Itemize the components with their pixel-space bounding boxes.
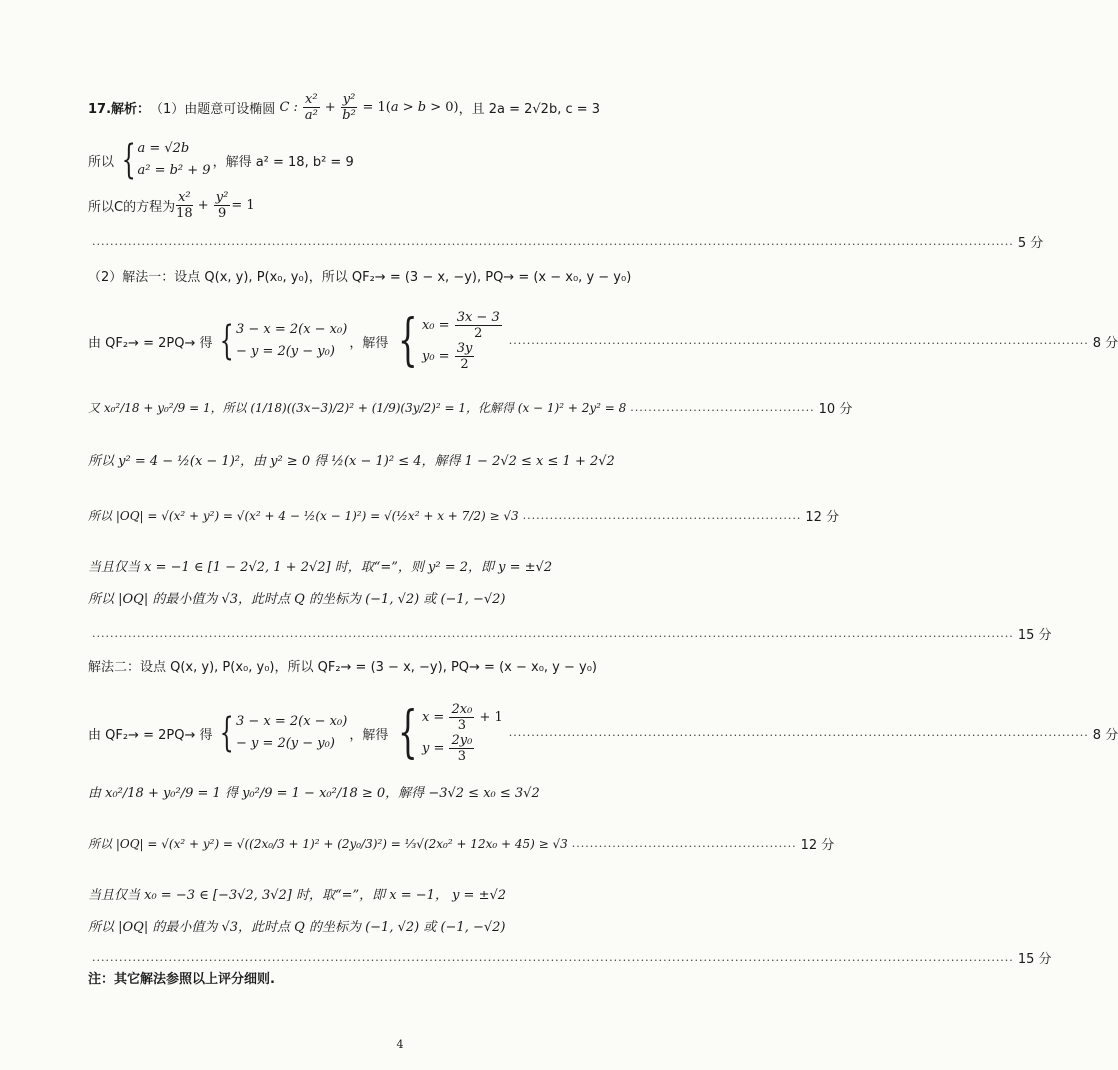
m1-score-12: 12 分	[805, 510, 840, 525]
part1-system-line	[88, 138, 710, 182]
q17-label: 17.解析：	[88, 102, 151, 117]
m2-solution: { x = $\frac{\text{2x₀}}{3}$ + 1 y = $\frac{\text{2y₀}}{3}$	[398, 700, 503, 765]
m1-by-label: 由 QF₂→ = 2PQ→ 得	[88, 335, 213, 351]
m2-intro-text: 解法二：设点 Q(x, y), P(x₀, y₀)，所以 QF₂→ = (3 − x, −y), PQ→ = (x − x₀, y − y₀)	[88, 660, 598, 675]
score-row-5: ............................................................................................................................................................................................................. 5 分	[88, 232, 710, 251]
q17-header: 17.解析： （1）由题意可设椭圆 C : $\frac{\text{x²}}{\text{a²}}$ + $\frac{\text{y²}}{\text{b²}}$ = 1(a > b > 0) ，且 2a = 2√2b, c = 3	[88, 92, 601, 123]
m2-sol-row1: x = $\frac{\text{2x₀}}{3}$ + 1	[421, 702, 503, 733]
m1-sys-row1: 3 − x = 2(x − x₀)	[235, 322, 348, 337]
so-label: 所以	[88, 154, 115, 170]
m1-line5-text: 所以 |OQ| = √(x² + y²) = √(x² + 4 − ½(x − 1)²) = √(½x² + x + 7/2) ≥ √3	[88, 509, 519, 523]
part1-sys-row2: a² = b² + 9	[137, 163, 211, 178]
m2-solve-label: ，解得	[349, 727, 389, 743]
m2-line4-text: 所以 |OQ| = √(x² + y²) = √((2x₀/3 + 1)² + (2y₀/3)²) = ⅓√(2x₀² + 12x₀ + 45) ≥ √3	[88, 837, 568, 851]
m1-solve-label: ，解得	[349, 335, 389, 351]
m1-line4	[88, 450, 710, 469]
m2-line4: 所以 |OQ| = √(x² + y²) = √((2x₀/3 + 1)² + (2y₀/3)²) = ⅓√(2x₀² + 12x₀ + 45) ≥ √3 .................................................. 12 分	[88, 834, 710, 853]
m1-score-8: 8 分	[1092, 335, 1118, 351]
m1-sol-row1: x₀ = $\frac{3x - 3}{2}$	[421, 310, 500, 341]
m1-system: { 3 − x = 2(x − x₀) − y = 2(y − y₀)	[220, 318, 348, 364]
score-row-15b: ............................................................................................................................................................................................................. 15 分	[88, 948, 710, 967]
part1-eq-label: 所以C的方程为	[88, 200, 176, 215]
m1-score-10: 10 分	[818, 402, 853, 417]
m1-line6	[88, 556, 710, 575]
part1-sys-row1: a = √2b	[137, 141, 190, 156]
m1-line3-text: 又 x₀²/18 + y₀²/9 = 1，所以 (1/18)((3x−3)/2)² + (1/9)(3y/2)² = 1，化解得 (x − 1)² + 2y² = 8	[88, 401, 627, 415]
score-5: 5 分	[1017, 236, 1044, 251]
frac-x2-18: $\frac{\text{x²}}{18}$	[176, 190, 193, 221]
m1-sys-row2: − y = 2(y − y₀)	[235, 344, 335, 359]
m2-line3	[88, 782, 710, 801]
page-number: 4	[396, 1038, 404, 1051]
m2-system: { 3 − x = 2(x − x₀) − y = 2(y − y₀)	[220, 710, 348, 756]
m1-sol-row2: y₀ = $\frac{3y}{2}$	[421, 341, 473, 372]
part1-eq-rhs: = 1	[231, 198, 255, 213]
m2-line6	[88, 916, 710, 935]
part1-intro: （1）由题意可设椭圆	[150, 102, 276, 117]
m2-sys-row2: − y = 2(y − y₀)	[235, 736, 335, 751]
m1-line6-text: 当且仅当 x = −1 ∈ [1 − 2√2, 1 + 2√2] 时，取“=”，则 y² = 2，即 y = ±√2	[88, 560, 553, 575]
y2-over-b2: $\frac{\text{y²}}{\text{b²}}$	[342, 92, 356, 123]
m2-sol-row2: y = $\frac{\text{2y₀}}{3}$	[421, 733, 473, 764]
frac-y2-9: $\frac{\text{y²}}{9}$	[215, 190, 229, 221]
part1-eq-line: 所以C的方程为 $\frac{\text{x²}}{18}$ + $\frac{\text{y²}}{9}$ = 1	[88, 190, 255, 221]
m1-score-15: 15 分	[1017, 628, 1052, 643]
footer-note: 注：其它解法参照以上评分细则.	[88, 972, 275, 987]
score-row-15a: ............................................................................................................................................................................................................. 15 分	[88, 624, 710, 643]
x2-over-a2: $\frac{\text{x²}}{\text{a²}}$	[304, 92, 318, 123]
m2-line5	[88, 884, 710, 903]
m1-intro-text: （2）解法一：设点 Q(x, y), P(x₀, y₀)，所以 QF₂→ = (3 − x, −y), PQ→ = (x − x₀, y − y₀)	[88, 270, 632, 285]
part1-system: { a = √2b a² = b² + 9	[121, 137, 211, 183]
m2-score-8: 8 分	[1092, 727, 1118, 743]
m2-intro	[88, 656, 710, 675]
m1-line5: 所以 |OQ| = √(x² + y²) = √(x² + 4 − ½(x − 1)²) = √(½x² + x + 7/2) ≥ √3 .............................................................. 12 分	[88, 506, 710, 525]
m2-line5-text: 当且仅当 x₀ = −3 ∈ [−3√2, 3√2] 时，取“=”，即 x = −1， y = ±√2	[88, 888, 507, 903]
m1-line7	[88, 588, 710, 607]
m2-score-15: 15 分	[1017, 952, 1052, 967]
m2-line3-text: 由 x₀²/18 + y₀²/9 = 1 得 y₀²/9 = 1 − x₀²/18 ≥ 0，解得 −3√2 ≤ x₀ ≤ 3√2	[88, 786, 540, 801]
part1-condition: ，且 2a = 2√2b, c = 3	[458, 102, 601, 117]
m1-line7-text: 所以 |OQ| 的最小值为 √3，此时点 Q 的坐标为 (−1, √2) 或 (−1, −√2)	[88, 592, 506, 607]
ellipse-eq: C :	[275, 100, 303, 115]
m2-line6-text: 所以 |OQ| 的最小值为 √3，此时点 Q 的坐标为 (−1, √2) 或 (−1, −√2)	[88, 920, 506, 935]
m2-by-label: 由 QF₂→ = 2PQ→ 得	[88, 727, 213, 743]
m2-system-line: 由 QF₂→ = 2PQ→ 得 { 3 − x = 2(x − x₀) − y = 2(y − y₀) ，解得 { x = $\frac{\text{2x₀}}{3}$ + 1 y = $\frac{\text{2y₀}}{3}$ ................................................................................................................................. 8 分	[88, 700, 1118, 765]
m2-score-12: 12 分	[800, 838, 835, 853]
m1-line4-text: 所以 y² = 4 − ½(x − 1)²，由 y² ≥ 0 得 ½(x − 1)² ≤ 4，解得 1 − 2√2 ≤ x ≤ 1 + 2√2	[88, 454, 615, 469]
part1-solve: ，解得 a² = 18, b² = 9	[212, 154, 354, 170]
m1-solution: { x₀ = $\frac{3x - 3}{2}$ y₀ = $\frac{3y}{2}$	[390, 310, 502, 372]
m1-intro	[88, 266, 710, 285]
m1-system-line: 由 QF₂→ = 2PQ→ 得 { 3 − x = 2(x − x₀) − y = 2(y − y₀) ，解得 { x₀ = $\frac{3x - 3}{2}$ y₀ = $\frac{3y}{2}$ ................................................................................................................................. 8 分	[88, 308, 1118, 373]
m1-line3: 又 x₀²/18 + y₀²/9 = 1，所以 (1/18)((3x−3)/2)² + (1/9)(3y/2)² = 1，化解得 (x − 1)² + 2y² = 8 ......................................... 10 分	[88, 398, 710, 417]
m2-sys-row1: 3 − x = 2(x − x₀)	[235, 714, 348, 729]
